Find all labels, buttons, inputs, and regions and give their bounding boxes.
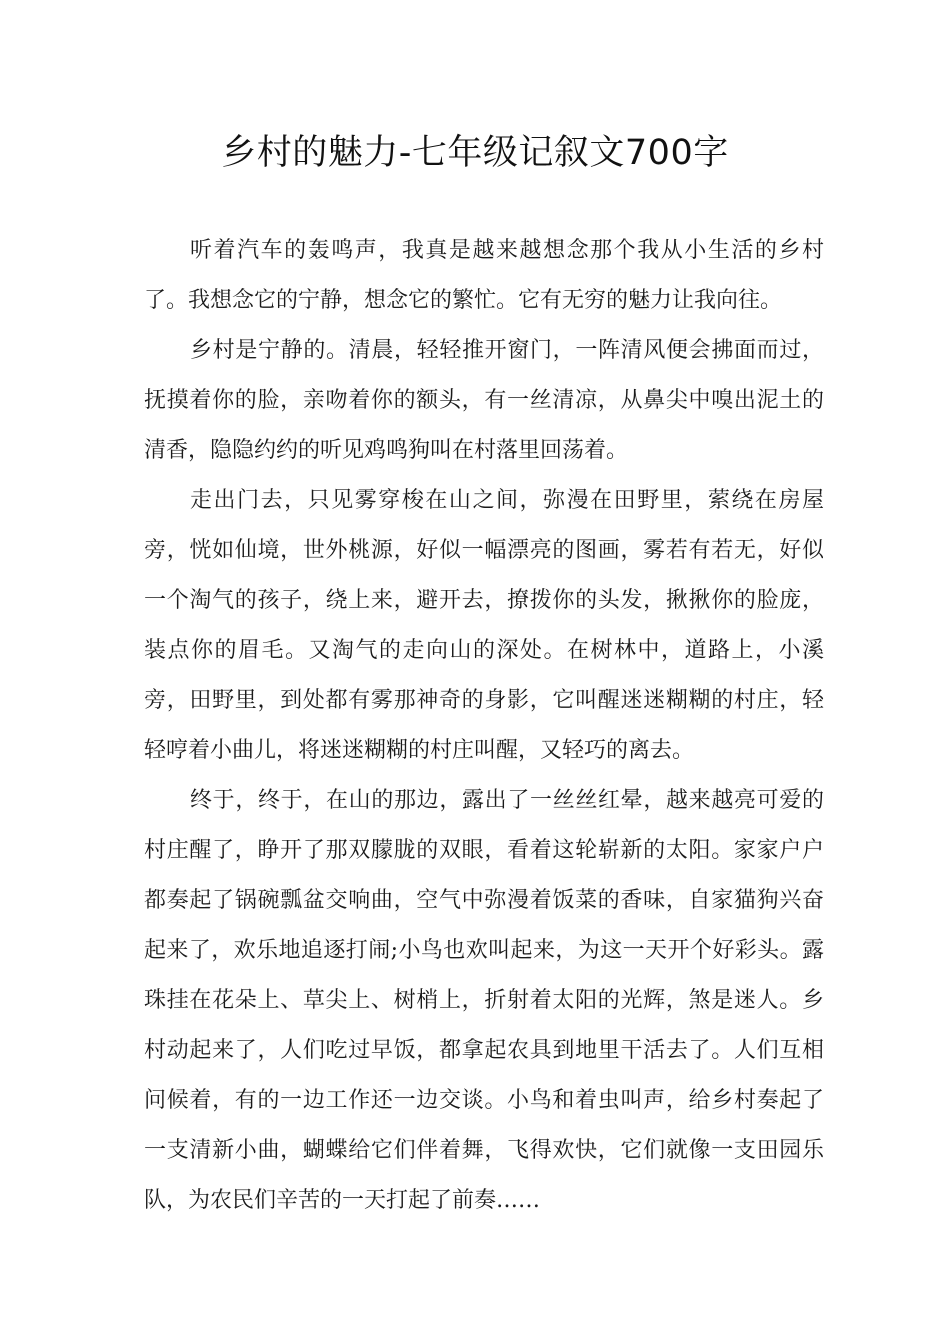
paragraph: 终于，终于，在山的那边，露出了一丝丝红晕，越来越亮可爱的村庄醒了，睁开了那双朦胧的双眼，看着这轮崭新的太阳。家家户户都奏起了锅碗瓢盆交响曲，空气中弥漫着饭菜的香味，自家猫狗兴奋起来了，欢乐地追逐打闹;小鸟也欢叫起来，为这一天开个好彩头。露珠挂在花朵上、草尖上、树梢上，折射着太阳的光辉，煞是迷人。乡村动起来了，人们吃过早饭，都拿起农具到地里干活去了。人们互相问候着，有的一边工作还一边交谈。小鸟和着虫叫声，给乡村奏起了一支清新小曲，蝴蝶给它们伴着舞，飞得欢快，它们就像一支田园乐队，为农民们辛苦的一天打起了前奏…… [144,788,824,1213]
document-body [144,226,824,1226]
paragraph: 乡村是宁静的。清晨，轻轻推开窗门，一阵清风便会拂面而过，抚摸着你的脸，亲吻着你的额头，有一丝清凉，从鼻尖中嗅出泥土的清香，隐隐约约的听见鸡鸣狗叫在村落里回荡着。 [144,338,824,463]
paragraph: 听着汽车的轰鸣声，我真是越来越想念那个我从小生活的乡村了。我想念它的宁静，想念它的繁忙。它有无穷的魅力让我向往。 [144,238,824,313]
paragraph: 走出门去，只见雾穿梭在山之间，弥漫在田野里，萦绕在房屋旁，恍如仙境，世外桃源，好似一幅漂亮的图画，雾若有若无，好似一个淘气的孩子，绕上来，避开去，撩拨你的头发，揪揪你的脸庞，装点你的眉毛。又淘气的走向山的深处。在树林中，道路上，小溪旁，田野里，到处都有雾那神奇的身影，它叫醒迷迷糊糊的村庄，轻轻哼着小曲儿，将迷迷糊糊的村庄叫醒，又轻巧的离去。 [144,488,824,763]
document-title: 乡村的魅力-七年级记叙文700字 [221,133,729,173]
